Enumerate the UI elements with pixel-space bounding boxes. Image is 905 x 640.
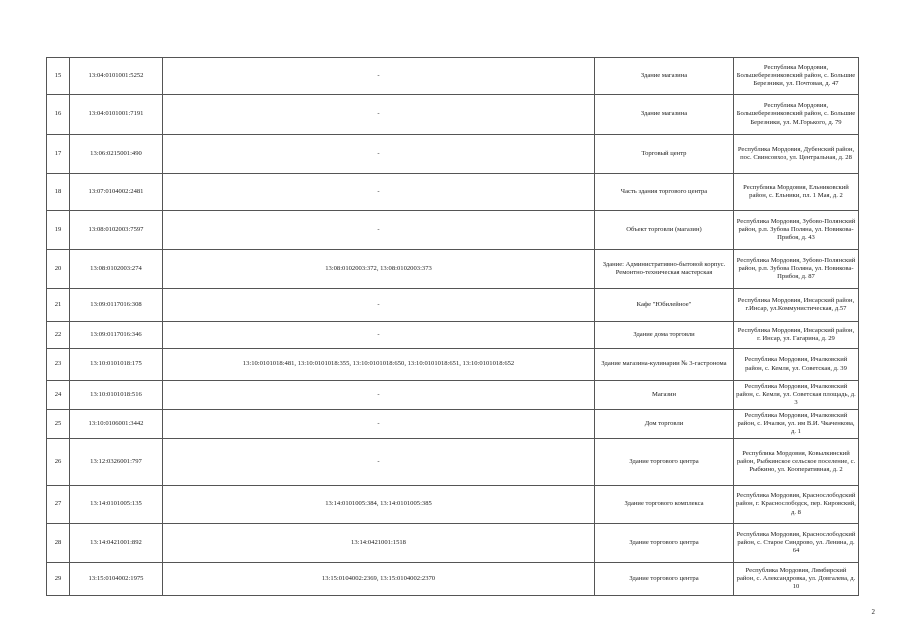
table-row bbox=[47, 250, 859, 289]
related-numbers-cell: - bbox=[163, 381, 595, 410]
cadastral-number-cell: 13:15:0104002:1975 bbox=[70, 563, 163, 596]
related-numbers-cell: 13:14:0101005:384, 13:14:0101005:385 bbox=[163, 486, 595, 524]
table-row bbox=[47, 439, 859, 486]
address-cell: Республика Мордовия, Инсарский район, г. Инсар, ул. Гагарина, д. 29 bbox=[734, 322, 859, 349]
related-numbers-cell: - bbox=[163, 95, 595, 135]
table-row bbox=[47, 58, 859, 95]
object-name-cell: Магазин bbox=[595, 381, 734, 410]
row-number-cell: 29 bbox=[47, 563, 70, 596]
row-number-cell: 21 bbox=[47, 289, 70, 322]
related-numbers-cell: - bbox=[163, 410, 595, 439]
object-name-cell: Здание дома торговли bbox=[595, 322, 734, 349]
cadastral-number-cell: 13:10:0101018:516 bbox=[70, 381, 163, 410]
cadastral-number-cell: 13:09:0117016:346 bbox=[70, 322, 163, 349]
related-numbers-cell: - bbox=[163, 211, 595, 250]
address-cell: Республика Мордовия, Ельниковский район, с. Ельники, пл. 1 Мая, д. 2 bbox=[734, 174, 859, 211]
table-row bbox=[47, 563, 859, 596]
address-cell: Республика Мордовия, Ковылкинский район, Рыбкинское сельское поселение, с. Рыбкино, ул. Кооперативная, д. 2 bbox=[734, 439, 859, 486]
table-row bbox=[47, 211, 859, 250]
row-number-cell: 20 bbox=[47, 250, 70, 289]
table-row bbox=[47, 524, 859, 563]
row-number-cell: 28 bbox=[47, 524, 70, 563]
cadastral-number-cell: 13:12:0326001:797 bbox=[70, 439, 163, 486]
table-row bbox=[47, 381, 859, 410]
table-row bbox=[47, 95, 859, 135]
related-numbers-cell: 13:08:0102003:372, 13:08:0102003:373 bbox=[163, 250, 595, 289]
row-number-cell: 17 bbox=[47, 135, 70, 174]
row-number-cell: 26 bbox=[47, 439, 70, 486]
address-cell: Республика Мордовия, Зубово-Полянский район, р.п. Зубова Поляна, ул. Новикова-Прибоя, д. 43 bbox=[734, 211, 859, 250]
address-cell: Республика Мордовия, Инсарский район, г.Инсар, ул.Коммунистическая, д.57 bbox=[734, 289, 859, 322]
cadastral-number-cell: 13:09:0117016:308 bbox=[70, 289, 163, 322]
cadastral-number-cell: 13:08:0102003:274 bbox=[70, 250, 163, 289]
row-number-cell: 25 bbox=[47, 410, 70, 439]
row-number-cell: 24 bbox=[47, 381, 70, 410]
cadastral-number-cell: 13:14:0421001:892 bbox=[70, 524, 163, 563]
table-row bbox=[47, 322, 859, 349]
page-number: 2 bbox=[871, 608, 875, 616]
row-number-cell: 15 bbox=[47, 58, 70, 95]
object-name-cell: Торговый центр bbox=[595, 135, 734, 174]
object-name-cell: Здание магазина bbox=[595, 95, 734, 135]
related-numbers-cell: 13:14:0421001:1518 bbox=[163, 524, 595, 563]
cadastral-number-cell: 13:10:0101018:175 bbox=[70, 349, 163, 381]
row-number-cell: 16 bbox=[47, 95, 70, 135]
address-cell: Республика Мордовия, Ичалковский район, с. Ичалки, ул. им В.И. Чкаченкова, д. 1 bbox=[734, 410, 859, 439]
related-numbers-cell: 13:15:0104002:2369, 13:15:0104002:2370 bbox=[163, 563, 595, 596]
cadastral-number-cell: 13:08:0102003:7597 bbox=[70, 211, 163, 250]
object-name-cell: Часть здания торгового центра bbox=[595, 174, 734, 211]
table-row bbox=[47, 135, 859, 174]
address-cell: Республика Мордовия, Краснослободский район, г. Краснослободск, пер. Кировский, д. 8 bbox=[734, 486, 859, 524]
related-numbers-cell: - bbox=[163, 289, 595, 322]
row-number-cell: 23 bbox=[47, 349, 70, 381]
cadastral-number-cell: 13:04:0101001:7191 bbox=[70, 95, 163, 135]
object-name-cell: Здание магазина-кулинарии № 3-гастронома bbox=[595, 349, 734, 381]
object-name-cell: Здание торгового центра bbox=[595, 439, 734, 486]
address-cell: Республика Мордовия, Дубенский район, пос. Свинсовхоз, ул. Центральная, д. 28 bbox=[734, 135, 859, 174]
cadastral-number-cell: 13:04:0101001:5252 bbox=[70, 58, 163, 95]
address-cell: Республика Мордовия, Лямбирский район, с. Александровка, ул. Довгалева, д. 10 bbox=[734, 563, 859, 596]
related-numbers-cell: - bbox=[163, 322, 595, 349]
object-name-cell: Здание торгового центра bbox=[595, 524, 734, 563]
cadastral-number-cell: 13:10:0106001:3442 bbox=[70, 410, 163, 439]
object-name-cell: Здание: Административно-бытовой корпус. Ремонтно-техническая мастерская bbox=[595, 250, 734, 289]
related-numbers-cell: - bbox=[163, 58, 595, 95]
register-table-body bbox=[47, 58, 859, 596]
related-numbers-cell: 13:10:0101018:481, 13:10:0101018:355, 13:10:0101018:650, 13:10:0101018:651, 13:10:0101018:652 bbox=[163, 349, 595, 381]
row-number-cell: 22 bbox=[47, 322, 70, 349]
register-table bbox=[46, 57, 859, 596]
object-name-cell: Кафе "Юбилейное" bbox=[595, 289, 734, 322]
table-row bbox=[47, 174, 859, 211]
address-cell: Республика Мордовия, Большеберезниковский район, с. Большие Березники, ул. М.Горького, д. 79 bbox=[734, 95, 859, 135]
row-number-cell: 18 bbox=[47, 174, 70, 211]
cadastral-number-cell: 13:14:0101005:135 bbox=[70, 486, 163, 524]
related-numbers-cell: - bbox=[163, 174, 595, 211]
object-name-cell: Здание торгового центра bbox=[595, 563, 734, 596]
related-numbers-cell: - bbox=[163, 439, 595, 486]
object-name-cell: Здание магазина bbox=[595, 58, 734, 95]
object-name-cell: Объект торговли (магазин) bbox=[595, 211, 734, 250]
address-cell: Республика Мордовия, Ичалковский район, с. Кемля, ул. Советская площадь, д. 3 bbox=[734, 381, 859, 410]
address-cell: Республика Мордовия, Зубово-Полянский район, р.п. Зубова Поляна, ул. Новикова-Прибоя, д. 87 bbox=[734, 250, 859, 289]
row-number-cell: 19 bbox=[47, 211, 70, 250]
cadastral-number-cell: 13:07:0104002:2481 bbox=[70, 174, 163, 211]
table-row bbox=[47, 486, 859, 524]
object-name-cell: Дом торговли bbox=[595, 410, 734, 439]
address-cell: Республика Мордовия, Большеберезниковский район, с. Большие Березники, ул. Почтовая, д. 47 bbox=[734, 58, 859, 95]
object-name-cell: Здание торгового комплекса bbox=[595, 486, 734, 524]
address-cell: Республика Мордовия, Краснослободский район, с. Старое Синдрово, ул. Ленина, д. 64 bbox=[734, 524, 859, 563]
related-numbers-cell: - bbox=[163, 135, 595, 174]
address-cell: Республика Мордовия, Ичалковский район, с. Кемля, ул. Советская, д. 39 bbox=[734, 349, 859, 381]
table-row bbox=[47, 289, 859, 322]
table-row bbox=[47, 410, 859, 439]
table-row bbox=[47, 349, 859, 381]
row-number-cell: 27 bbox=[47, 486, 70, 524]
cadastral-number-cell: 13:06:0215001:490 bbox=[70, 135, 163, 174]
